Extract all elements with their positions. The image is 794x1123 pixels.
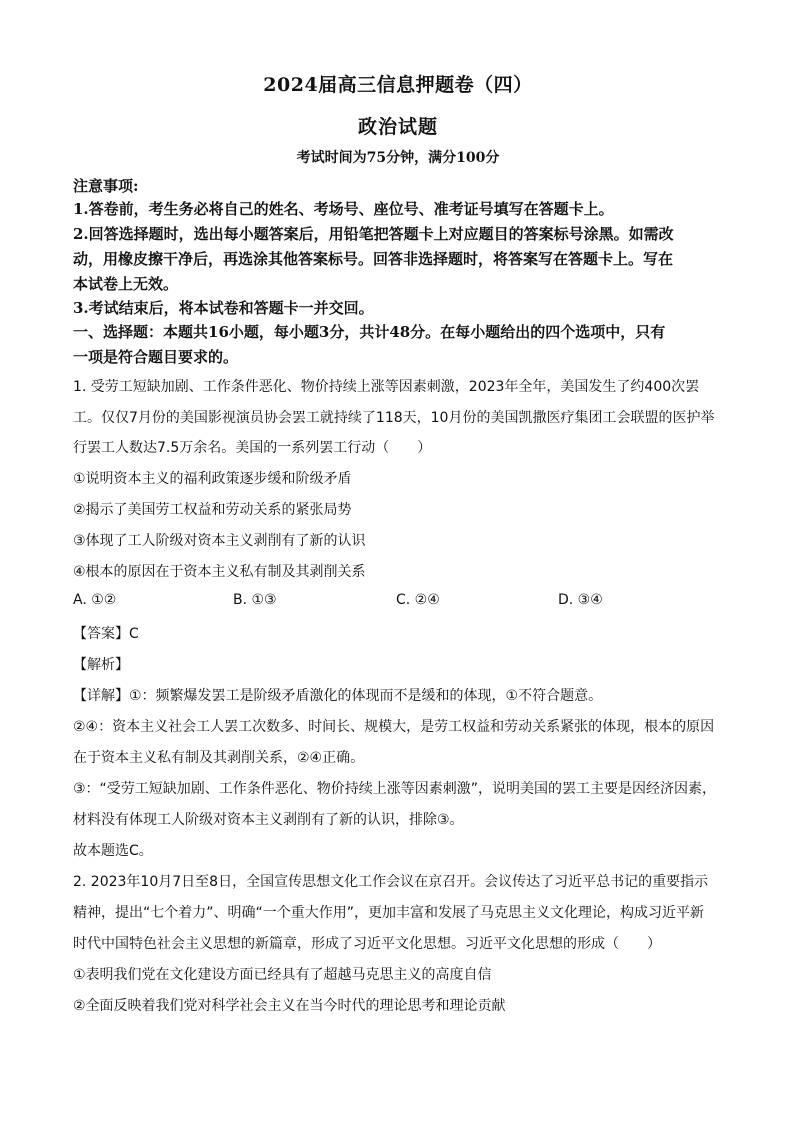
q1-statement-4: ④根本的原因在于资本主义私有制及其剥削关系	[73, 564, 366, 580]
q1-statement-3: ③体现了工人阶级对资本主义剥削有了新的认识	[73, 533, 366, 549]
q1-answer: 【答案】C	[73, 626, 139, 642]
section-1-line-2: 一项是符合题目要求的。	[73, 348, 239, 366]
q1-conclusion: 故本题选C。	[73, 843, 153, 859]
q2-stem-line-1: 2. 2023年10月7日至8日，全国宣传思想文化工作会议在京召开。会议传达了习近平总书记的重要指示	[73, 874, 709, 890]
q1-statement-1: ①说明资本主义的福利政策逐步缓和阶级矛盾	[73, 471, 352, 487]
notice-item-1: 1.答卷前，考生务必将自己的姓名、考场号、座位号、准考证号填写在答题卡上。	[73, 200, 614, 218]
q1-detail-line-2: ②④：资本主义社会工人罢工次数多、时间长、规模大，是劳工权益和劳动关系紧张的体现，根本的原因	[73, 719, 715, 735]
q2-stem-line-3: 时代中国特色社会主义思想的新篇章，形成了习近平文化思想。习近平文化思想的形成（ ）	[73, 936, 661, 952]
notice-item-2-line-3: 本试卷上无效。	[73, 275, 179, 293]
section-1-line-1: 一、选择题：本题共16小题，每小题3分，共计48分。在每小题给出的四个选项中，只有	[73, 323, 666, 341]
q1-stem-line-2: 工。仅仅7月份的美国影视演员协会罢工就持续了118天，10月份的美国凯撒医疗集团工会联盟的医护举	[73, 410, 715, 426]
q2-stem-line-2: 精神，提出“七个着力”、明确“一个重大作用”，更加丰富和发展了马克思主义文化理论，构成习近平新	[73, 905, 705, 921]
q2-statement-2: ②全面反映着我们党对科学社会主义在当今时代的理论思考和理论贡献	[73, 998, 506, 1014]
q1-detail-line-4: ③：“受劳工短缺加剧、工作条件恶化、物价持续上涨等因素刺激”，说明美国的罢工主要是因经济因素，	[73, 781, 717, 797]
q1-detail-line-1: 【详解】①：频繁爆发罢工是阶级矛盾激化的体现而不是缓和的体现，①不符合题意。	[73, 688, 603, 704]
notice-heading: 注意事项:	[73, 177, 139, 195]
exam-title: 2024届高三信息押题卷（四）	[263, 74, 533, 96]
q1-detail-line-3: 在于资本主义私有制及其剥削关系，②④正确。	[73, 750, 365, 766]
notice-item-3: 3.考试结束后，将本试卷和答题卡一并交回。	[73, 299, 374, 317]
q1-option-c: C. ②④	[396, 592, 440, 608]
exam-info: 考试时间为75分钟，满分100分	[296, 150, 500, 166]
q1-option-a: A. ①②	[73, 592, 117, 608]
notice-item-2-line-2: 动，用橡皮擦干净后，再选涂其他答案标号。回答非选择题时，将答案写在答题卡上。写在	[73, 250, 674, 268]
q1-option-b: B. ①③	[233, 592, 277, 608]
q1-stem-line-1: 1. 受劳工短缺加剧、工作条件恶化、物价持续上涨等因素刺激，2023年全年，美国发生了约400次罢	[73, 379, 700, 395]
q1-stem-line-3: 行罢工人数达7.5万余名。美国的一系列罢工行动（ ）	[73, 440, 432, 456]
q2-statement-1: ①表明我们党在文化建设方面已经具有了超越马克思主义的高度自信	[73, 967, 492, 983]
q1-option-d: D. ③④	[558, 592, 603, 608]
q1-analysis-label: 【解析】	[73, 657, 129, 673]
q1-detail-line-5: 材料没有体现工人阶级对资本主义剥削有了新的认识，排除③。	[73, 812, 464, 828]
q1-statement-2: ②揭示了美国劳工权益和劳动关系的紧张局势	[73, 502, 352, 518]
notice-item-2-line-1: 2.回答选择题时，选出每小题答案后，用铅笔把答题卡上对应题目的答案标号涂黑。如需改	[73, 225, 674, 243]
subject-title: 政治试题	[357, 116, 438, 138]
